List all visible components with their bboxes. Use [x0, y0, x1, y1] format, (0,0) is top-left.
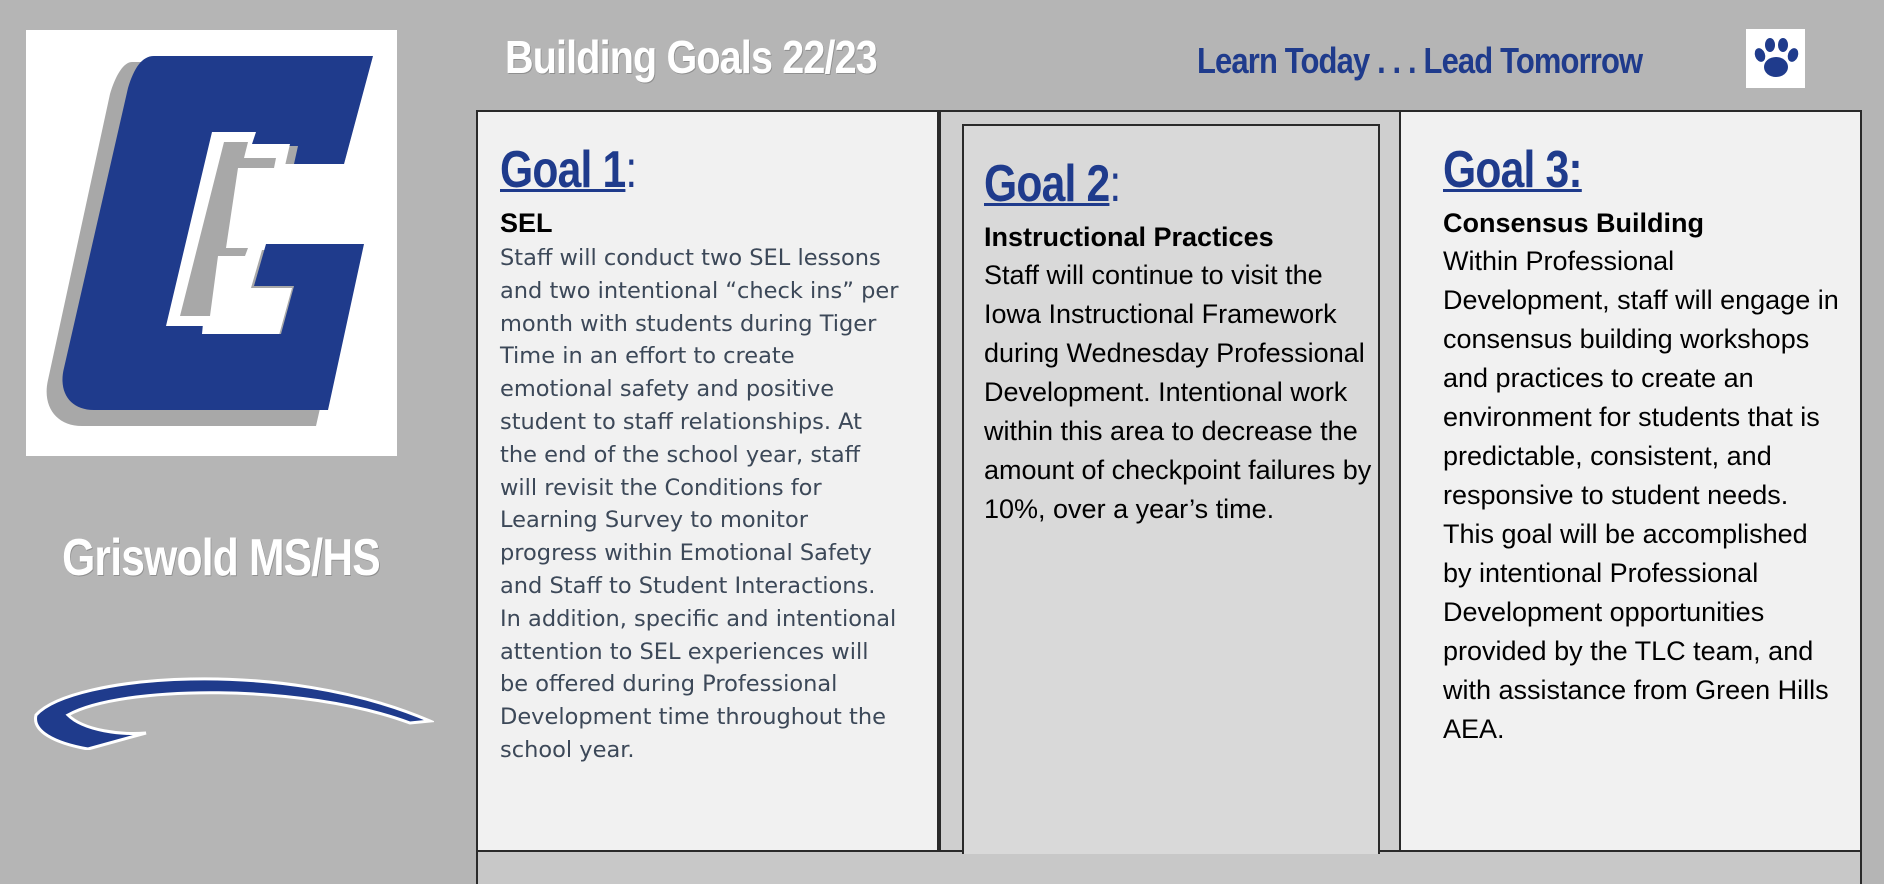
goal-2-body: Staff will continue to visit the Iowa Instructional Framework during Wednesday Professional Development. Intentional work within this area to decrease the amount of checkpoint failures by 10%, over a year’s time. — [984, 260, 1372, 524]
goal-3-body: Within Professional Development, staff will engage in consensus building workshops and practices to create an environment for students that is predictable, consistent, and responsive to student needs. This goal will be accomplished by intentional Professional Development opportunities provided by the TLC team, and with assistance from Green Hills AEA. — [1443, 246, 1839, 744]
paw-print-icon — [1746, 29, 1805, 88]
goal-3-title: Goal 3: — [1443, 141, 1582, 199]
goal-3-subtitle: Consensus Building — [1443, 208, 1705, 238]
goal-1-title: Goal 1: — [500, 141, 637, 199]
goal-2-panel — [962, 124, 1380, 854]
goal-card-3 — [1399, 110, 1862, 852]
griswold-g-logo — [26, 30, 397, 456]
page-title: Building Goals 22/23 — [505, 31, 877, 83]
goal-card-1 — [476, 110, 939, 852]
goal-1-subtitle: SEL — [500, 208, 553, 238]
goal-1-body: Staff will conduct two SEL lessons and two intentional “check ins” per month with students during Tiger Time in an effort to create emotional safety and positive student to staff relationships. At the end of the school year, staff will revisit the Conditions for Learning Survey to monitor progress within Emotional Safety and Staff to Student Interactions. In addition, specific and intentional attention to SEL experiences will be offered during Professional Development time throughout the school year. — [500, 245, 899, 763]
school-name: Griswold MS/HS — [62, 529, 380, 587]
g-logo-icon — [26, 30, 397, 456]
goal-2-subtitle: Instructional Practices — [984, 222, 1274, 252]
swoosh-graphic — [32, 665, 434, 750]
goal-card-2 — [939, 110, 1401, 852]
goal-2-title: Goal 2: — [984, 155, 1121, 213]
slogan: Learn Today . . . Lead Tomorrow — [1197, 40, 1643, 81]
